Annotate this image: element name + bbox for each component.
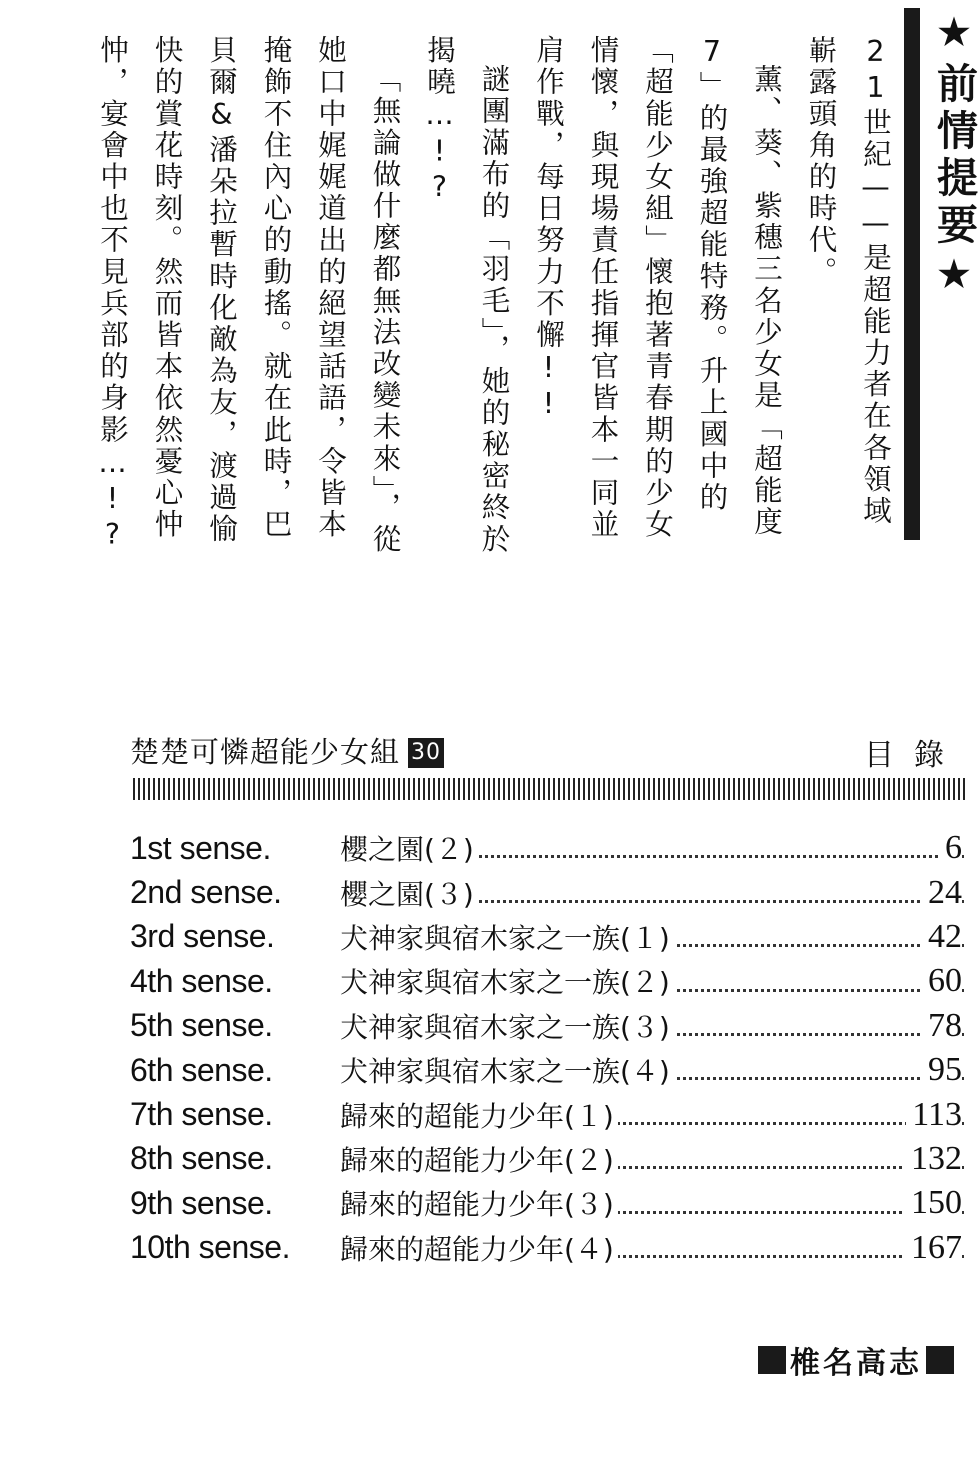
toc-chapter: 歸來的超能力少年(１) <box>340 1095 618 1135</box>
summary-title: ★前情提要★ <box>930 8 978 304</box>
toc-sense: 3rd sense. <box>130 918 275 955</box>
square-icon <box>926 1346 954 1374</box>
toc-entry[interactable] <box>130 915 964 959</box>
toc-page-number: 113 <box>906 1096 962 1134</box>
toc-chapter: 犬神家與宿木家之一族(３) <box>340 1006 674 1046</box>
toc-sense: 6th sense. <box>130 1051 273 1088</box>
toc-chapter: 歸來的超能力少年(３) <box>340 1183 618 1223</box>
toc-sense: 7th sense. <box>130 1096 273 1133</box>
book-header <box>130 730 968 773</box>
toc-page-number: 60 <box>922 962 962 1000</box>
summary-paragraph: 「無論做什麼都無法改變未來」，從她口中娓娓道出的絕望話語，令皆本掩飾不住內心的動搖。就在此時，巴貝爾&潘朵拉暫時化敵為友，渡過愉快的賞花時刻。然而皆本依然憂心忡忡，宴會中也不見兵部的身影…!? <box>96 35 402 555</box>
toc-page-number: 167 <box>905 1229 962 1267</box>
author-credit <box>754 1338 958 1382</box>
volume-badge: 30 <box>408 738 444 768</box>
toc-chapter: 歸來的超能力少年(２) <box>340 1139 618 1179</box>
toc-entry[interactable] <box>130 1137 964 1181</box>
toc-page-number: 95 <box>922 1051 962 1089</box>
book-title: 楚楚可憐超能少女組 <box>130 735 401 769</box>
toc-page-number: 132 <box>905 1140 962 1178</box>
toc-sense: 2nd sense. <box>130 874 282 911</box>
summary-paragraph: 謎團滿布的「羽毛」，她的秘密終於揭曉…!? <box>423 35 511 555</box>
toc-page-number: 6 <box>939 829 962 867</box>
table-of-contents <box>130 826 964 1270</box>
toc-sense: 10th sense. <box>130 1229 290 1266</box>
toc-chapter: 歸來的超能力少年(４) <box>340 1228 618 1268</box>
toc-entry[interactable] <box>130 1048 964 1092</box>
toc-chapter: 犬神家與宿木家之一族(１) <box>340 917 674 957</box>
toc-chapter: 櫻之園(３) <box>340 873 478 913</box>
toc-chapter: 犬神家與宿木家之一族(２) <box>340 961 674 1001</box>
toc-dot-leader <box>460 855 964 858</box>
summary-body <box>85 35 903 555</box>
toc-entry[interactable] <box>130 870 964 914</box>
book-title-line <box>130 730 444 771</box>
toc-sense: 1st sense. <box>130 829 271 866</box>
toc-page-number: 42 <box>922 918 962 956</box>
toc-page-number: 150 <box>905 1184 962 1222</box>
summary-paragraph: 21世紀——是超能力者在各領域嶄露頭角的時代。 <box>804 35 892 527</box>
toc-entry[interactable] <box>130 959 964 1003</box>
toc-sense: 9th sense. <box>130 1184 273 1221</box>
summary-paragraph: 薰、葵、紫穗三名少女是「超能度7」的最強超能特務。升上國中的「超能少女組」懷抱著青春期的少女情懷，與現場責任指揮官皆本一同並肩作戰，每日努力不懈!! <box>532 35 783 541</box>
toc-label: 目錄 <box>864 738 964 773</box>
toc-page-number: 78 <box>922 1007 962 1045</box>
author-name: 椎名高志 <box>790 1346 922 1381</box>
toc-page-number: 24 <box>922 874 962 912</box>
toc-sense: 8th sense. <box>130 1140 273 1177</box>
toc-sense: 5th sense. <box>130 1007 273 1044</box>
toc-sense: 4th sense. <box>130 962 273 999</box>
toc-entry[interactable] <box>130 1181 964 1225</box>
toc-chapter: 櫻之園(２) <box>340 828 478 868</box>
summary-header-bar <box>904 8 920 540</box>
toc-entry[interactable] <box>130 826 964 870</box>
decorative-tick-rule <box>133 778 965 800</box>
toc-entry[interactable] <box>130 1004 964 1048</box>
toc-chapter: 犬神家與宿木家之一族(４) <box>340 1050 674 1090</box>
toc-entry[interactable] <box>130 1226 964 1270</box>
toc-entry[interactable] <box>130 1092 964 1136</box>
toc-dot-leader <box>460 900 964 903</box>
square-icon <box>758 1346 786 1374</box>
